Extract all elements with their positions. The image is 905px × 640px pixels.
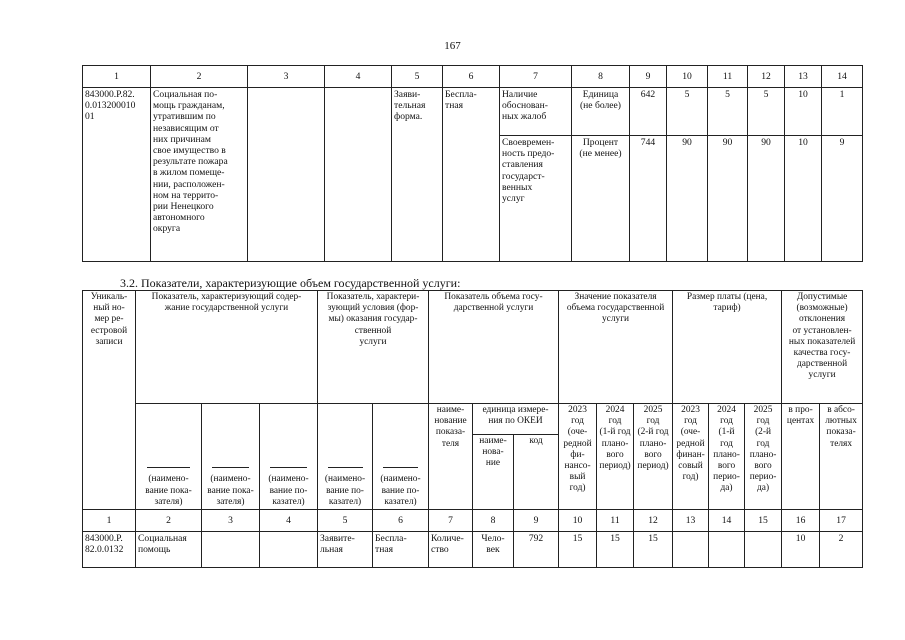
value-2025: 5	[748, 88, 785, 136]
deviation-absolute: 9	[822, 136, 863, 262]
header-absolute: в абсо- лютных показа- телях	[820, 404, 863, 510]
header-f2024: 2024 год (1-й год плано- вого перио- да)	[709, 404, 745, 510]
quality-table	[82, 65, 863, 262]
header-sub3: (наимено- вание по- казател)	[268, 474, 309, 507]
deviation-absolute: 2	[820, 532, 863, 568]
service-form: Заявите- льная	[318, 532, 373, 568]
header-content: Показатель, характеризующий содер- жание государственной услуги	[136, 291, 318, 404]
col-num: 3	[202, 510, 260, 532]
col-num: 12	[748, 66, 785, 88]
empty-cell	[745, 532, 782, 568]
okei-code: 744	[630, 136, 667, 262]
empty-cell	[709, 532, 745, 568]
col-num: 10	[667, 66, 708, 88]
col-num: 17	[820, 510, 863, 532]
table-row	[83, 88, 863, 136]
header-okei: единица измере- ния по ОКЕИ	[473, 404, 559, 435]
header-fee: Размер платы (цена, тариф)	[673, 291, 782, 404]
header-f2025: 2025 год (2-й год плано- вого перио- да)	[745, 404, 782, 510]
header-registry: Уникаль- ный но- мер ре- естровой записи	[83, 291, 136, 510]
col-num: 8	[572, 66, 630, 88]
header-row	[83, 291, 863, 404]
empty-cell	[325, 88, 392, 262]
table-row	[83, 532, 863, 568]
col-num: 4	[325, 66, 392, 88]
col-num: 14	[822, 66, 863, 88]
deviation-absolute: 1	[822, 88, 863, 136]
col-num: 8	[473, 510, 514, 532]
service-content: Социальная помощь	[136, 532, 202, 568]
column-number-row	[83, 510, 863, 532]
volume-table	[82, 290, 863, 568]
col-num: 6	[373, 510, 429, 532]
value-2024: 90	[708, 136, 748, 262]
header-row	[83, 404, 863, 435]
col-num: 13	[673, 510, 709, 532]
col-num: 6	[443, 66, 500, 88]
header-sub-empty	[373, 404, 429, 510]
col-num: 9	[514, 510, 559, 532]
col-num: 4	[260, 510, 318, 532]
value-2024: 15	[597, 532, 634, 568]
value-2023: 15	[559, 532, 597, 568]
indicator-name: Своевремен- ность предо- ставления государст- венных услуг	[500, 136, 572, 262]
header-f2023: 2023 год (оче- редной финан- совый год)	[673, 404, 709, 510]
header-sub1: (наимено- вание пока- зателя)	[145, 474, 192, 507]
deviation-percent: 10	[785, 136, 822, 262]
value-2024: 5	[708, 88, 748, 136]
col-num: 2	[136, 510, 202, 532]
col-num: 5	[392, 66, 443, 88]
header-deviation: Допустимые (возможные) отклонения от установлен- ных показателей качества госу- дарственной услуги	[782, 291, 863, 404]
col-num: 16	[782, 510, 820, 532]
col-num: 10	[559, 510, 597, 532]
col-num: 7	[429, 510, 473, 532]
col-num: 1	[83, 66, 151, 88]
col-num: 1	[83, 510, 136, 532]
value-2025: 15	[634, 532, 673, 568]
header-value: Значение показателя объема государственной услуги	[559, 291, 673, 404]
empty-cell	[673, 532, 709, 568]
deviation-percent: 10	[782, 532, 820, 568]
indicator-name: Наличие обоснован- ных жалоб	[500, 88, 572, 136]
col-num: 9	[630, 66, 667, 88]
header-sub6: (наимено- вание по- казател)	[380, 474, 421, 507]
col-num: 5	[318, 510, 373, 532]
value-2023: 5	[667, 88, 708, 136]
header-sub5: (наимено- вание по- казател)	[324, 474, 366, 507]
header-y2024: 2024 год (1-й год плано- вого период)	[597, 404, 634, 510]
header-okei-code: код	[514, 435, 559, 510]
unit-name: Чело- век	[473, 532, 514, 568]
header-y2023: 2023 год (оче- редной фи- нансо- вый год)	[559, 404, 597, 510]
empty-cell	[260, 532, 318, 568]
header-y2025: 2025 год (2-й год плано- вого период)	[634, 404, 673, 510]
registry-number: 843000.Р. 82.0.0132	[83, 532, 136, 568]
registry-number: 843000.Р.82. 0.013200010 01	[83, 88, 151, 262]
header-percent: в про- центах	[782, 404, 820, 510]
service-payment: Беспла- тная	[373, 532, 429, 568]
okei-code: 792	[514, 532, 559, 568]
page-number: 167	[444, 40, 461, 52]
col-num: 3	[248, 66, 325, 88]
service-form: Заяви- тельная форма.	[392, 88, 443, 262]
col-num: 2	[151, 66, 248, 88]
value-2023: 90	[667, 136, 708, 262]
header-volume: Показатель объема госу- дарственной услуги	[429, 291, 559, 404]
header-sub2: (наимено- вание пока- зателя)	[207, 474, 254, 507]
col-num: 13	[785, 66, 822, 88]
col-num: 15	[745, 510, 782, 532]
service-payment: Беспла- тная	[443, 88, 500, 262]
header-sub-empty	[202, 404, 260, 510]
okei-code: 642	[630, 88, 667, 136]
empty-cell	[248, 88, 325, 262]
header-sub-empty	[136, 404, 202, 510]
section-title: 3.2. Показатели, характеризующие объем государственной услуги:	[120, 276, 461, 290]
header-conditions: Показатель, характери- зующий условия (фор- мы) оказания государ- ственной услуги	[318, 291, 429, 404]
service-content: Социальная по- мощь гражданам, утратившим по независящим от них причинам свое имущество в результате пожара в жилом помеще- нии, расположен- ном на террито- рии Ненецкого автономного округа	[151, 88, 248, 262]
unit-name: Единица (не более)	[572, 88, 630, 136]
col-num: 11	[708, 66, 748, 88]
column-number-row	[83, 66, 863, 88]
col-num: 12	[634, 510, 673, 532]
header-okei-name: наиме- нова- ние	[473, 435, 514, 510]
indicator-name: Количе- ство	[429, 532, 473, 568]
unit-name: Процент (не менее)	[572, 136, 630, 262]
empty-cell	[202, 532, 260, 568]
col-num: 11	[597, 510, 634, 532]
value-2025: 90	[748, 136, 785, 262]
header-sub-empty	[260, 404, 318, 510]
col-num: 7	[500, 66, 572, 88]
header-sub-empty	[318, 404, 373, 510]
col-num: 14	[709, 510, 745, 532]
header-indicator-name: наиме- нование показа- теля	[429, 404, 473, 510]
deviation-percent: 10	[785, 88, 822, 136]
